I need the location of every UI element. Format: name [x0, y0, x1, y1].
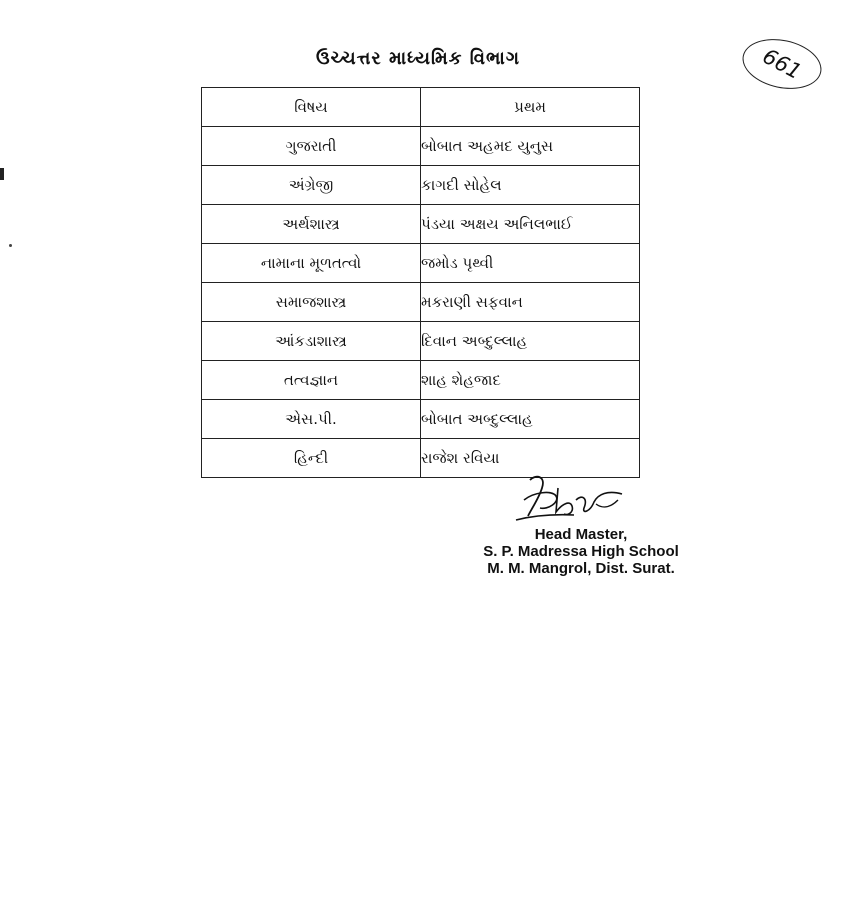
table-row — [202, 244, 640, 283]
subject-cell: તત્વજ્ઞાન — [202, 361, 421, 400]
table-header-row — [202, 88, 640, 127]
signature-block — [470, 526, 692, 577]
subject-column-header: વિષય — [202, 88, 421, 127]
scan-speck — [9, 244, 12, 247]
subject-cell: હિન્દી — [202, 439, 421, 478]
school-name: S. P. Madressa High School — [483, 543, 679, 560]
subject-cell: અંગ્રેજી — [202, 166, 421, 205]
student-name-cell: પંડયા અક્ષય અનિલભાઈ — [421, 205, 640, 244]
student-name-cell: બોબાત અહમદ યુનુસ — [421, 127, 640, 166]
table-row — [202, 400, 640, 439]
table-row — [202, 322, 640, 361]
student-name-cell: જમોડ પૃથ્વી — [421, 244, 640, 283]
student-name-cell: બોબાત અબ્દુલ્લાહ — [421, 400, 640, 439]
student-name-cell: રાજેશ રવિયા — [421, 439, 640, 478]
subject-cell: નામાના મૂળતત્વો — [202, 244, 421, 283]
first-rank-column-header: પ્રથમ — [421, 88, 640, 127]
student-name-cell: મકરાણી સફવાન — [421, 283, 640, 322]
subject-cell: સમાજશાસ્ત્ર — [202, 283, 421, 322]
table-row — [202, 283, 640, 322]
handwritten-signature — [512, 470, 630, 528]
page-title: ઉચ્ચત્તર માધ્યમિક વિભાગ — [316, 48, 520, 69]
school-address: M. M. Mangrol, Dist. Surat. — [487, 560, 675, 577]
subject-cell: અર્થશાસ્ત્ર — [202, 205, 421, 244]
toppers-table — [201, 87, 640, 478]
subject-cell: આંકડાશાસ્ત્ર — [202, 322, 421, 361]
table-row — [202, 361, 640, 400]
table-row — [202, 205, 640, 244]
student-name-cell: દિવાન અબ્દુલ્લાહ — [421, 322, 640, 361]
signatory-title: Head Master, — [534, 526, 628, 543]
table-row — [202, 166, 640, 205]
subject-cell: ગુજરાતી — [202, 127, 421, 166]
student-name-cell: કાગદી સોહેલ — [421, 166, 640, 205]
table-row — [202, 127, 640, 166]
page-number-stamp — [738, 32, 826, 96]
student-name-cell: શાહ શેહજાદ — [421, 361, 640, 400]
subject-cell: એસ.પી. — [202, 400, 421, 439]
page-number-text: 661 — [758, 43, 806, 85]
scan-edge-mark — [0, 168, 4, 180]
